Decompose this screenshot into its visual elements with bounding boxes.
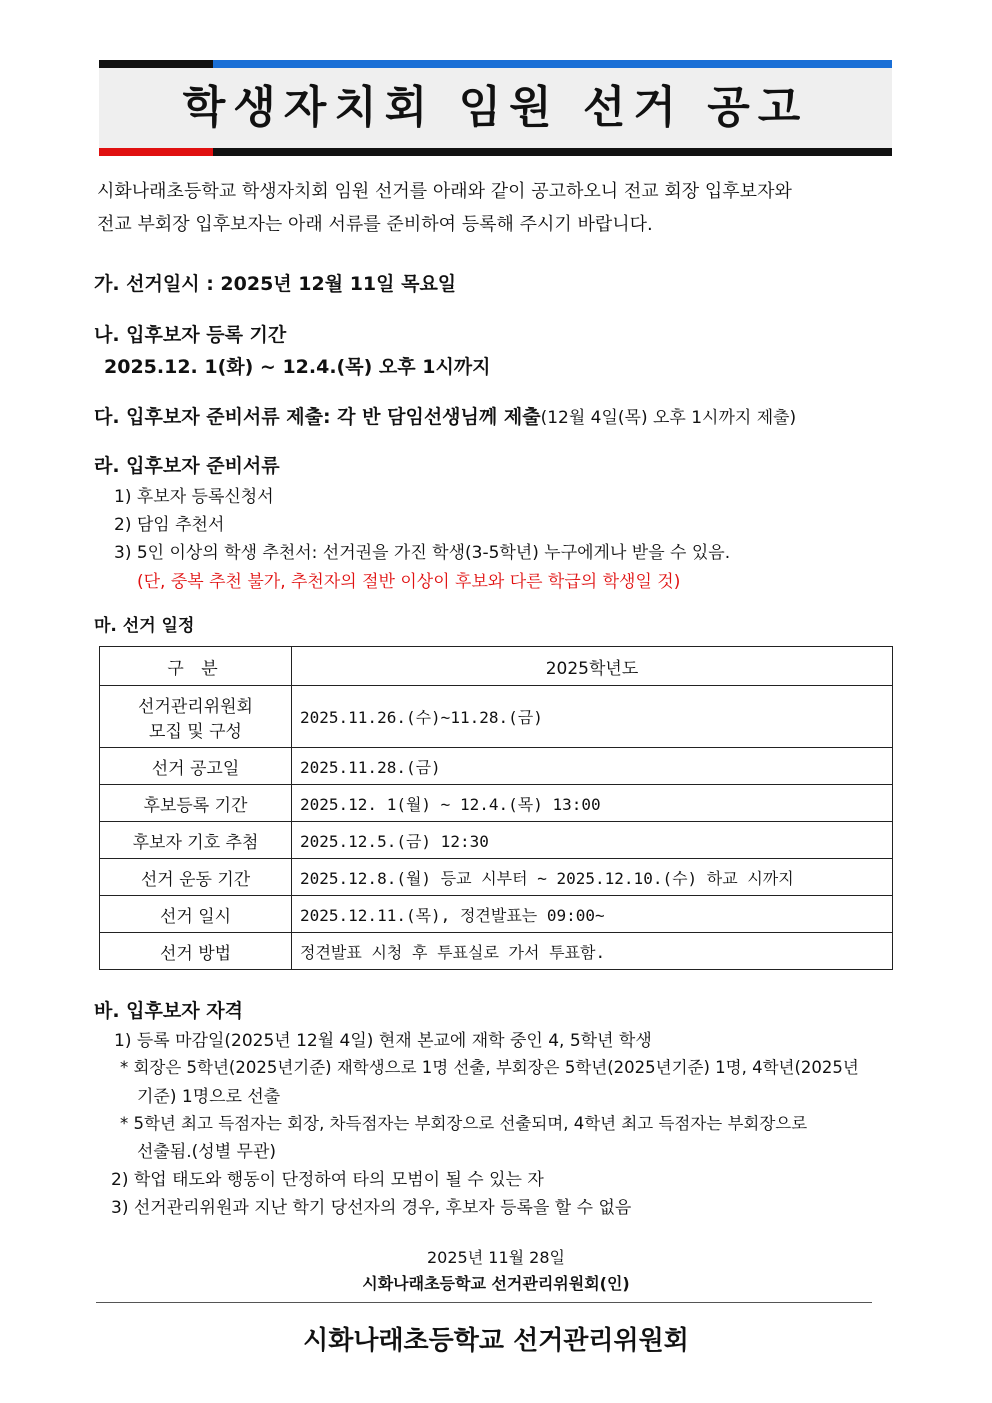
- footer-issuer: 시화나래초등학교 선거관리위원회(인): [362, 1274, 630, 1293]
- schedule-table: [99, 646, 893, 970]
- qual-item-2: 2) 학업 태도와 행동이 단정하여 타의 모범이 될 수 있는 자: [111, 1170, 544, 1190]
- table-header-row: [100, 647, 893, 686]
- table-row: [100, 933, 893, 970]
- ra-item-2: 2) 담임 추천서: [114, 515, 225, 535]
- header-bar-blue-top: [213, 60, 892, 68]
- row-label: 선거 공고일: [100, 748, 292, 785]
- row-label: 후보자 기호 추첨: [100, 822, 292, 859]
- qual-item-3: 3) 선거관리위원과 지난 학기 당선자의 경우, 후보자 등록을 할 수 없음: [111, 1198, 632, 1218]
- page-title: 학생자치회 임원 선거 공고: [99, 68, 892, 148]
- section-da: [94, 402, 796, 429]
- header-bar-black-top: [99, 60, 213, 68]
- header-bar-red-bottom: [99, 148, 213, 156]
- qual-sub-1-line-2: 기준) 1명으로 선출: [137, 1087, 281, 1107]
- row-value: 2025.12.11.(목), 정견발표는 09:00~: [292, 896, 893, 933]
- qual-sub-1-line-1: * 회장은 5학년(2025년기준) 재학생으로 1명 선출, 부회장은 5학년(2025년기준) 1명, 4학년(2025년: [120, 1058, 859, 1077]
- section-ra-title: 라. 입후보자 준비서류: [94, 455, 280, 477]
- section-da-rest: (12월 4일(목) 오후 1시까지 제출): [540, 408, 797, 428]
- table-header-category: 구 분: [100, 647, 292, 686]
- row-value: 2025.12.5.(금) 12:30: [292, 822, 893, 859]
- section-na-body: 2025.12. 1(화) ~ 12.4.(목) 오후 1시까지: [104, 356, 491, 378]
- intro-line-1: 시화나래초등학교 학생자치회 임원 선거를 아래와 같이 공고하오니 전교 회장 입후보자와: [97, 181, 792, 202]
- qual-sub-2-line-1: * 5학년 최고 득점자는 회장, 차득점자는 부회장으로 선출되며, 4학년 최고 득점자는 부회장으로: [120, 1114, 808, 1133]
- row-value: 2025.11.26.(수)~11.28.(금): [292, 686, 893, 748]
- row-label: 선거 방법: [100, 933, 292, 970]
- intro-line-2: 전교 부회장 입후보자는 아래 서류를 준비하여 등록해 주시기 바랍니다.: [97, 214, 653, 235]
- row-value: 2025.11.28.(금): [292, 748, 893, 785]
- section-na-title: 나. 입후보자 등록 기간: [94, 324, 287, 346]
- table-row: [100, 822, 893, 859]
- ra-item-3: 3) 5인 이상의 학생 추천서: 선거권을 가진 학생(3-5학년) 누구에게나 받을 수 있음.: [114, 543, 731, 563]
- qual-item-1: 1) 등록 마감일(2025년 12월 4일) 현재 본교에 재학 중인 4, 5학년 학생: [114, 1031, 652, 1051]
- row-value: 2025.12. 1(월) ~ 12.4.(목) 13:00: [292, 785, 893, 822]
- row-label: 선거관리위원회 모집 및 구성: [100, 686, 292, 748]
- table-row: [100, 686, 893, 748]
- footer-organization: 시화나래초등학교 선거관리위원회: [303, 1326, 689, 1356]
- row-value: 정견발표 시청 후 투표실로 가서 투표함.: [292, 933, 893, 970]
- section-ga: 가. 선거일시 : 2025년 12월 11일 목요일: [94, 273, 457, 295]
- row-label: 후보등록 기간: [100, 785, 292, 822]
- footer-date: 2025년 11월 28일: [427, 1248, 565, 1267]
- section-ma-title: 마. 선거 일정: [94, 616, 195, 636]
- footer-divider: [96, 1302, 872, 1303]
- qual-sub-2-line-2: 선출됨.(성별 무관): [137, 1142, 277, 1162]
- table-row: [100, 896, 893, 933]
- row-label: 선거 일시: [100, 896, 292, 933]
- table-header-year: 2025학년도: [292, 647, 893, 686]
- table-row: [100, 859, 893, 896]
- section-ba-title: 바. 입후보자 자격: [94, 1000, 243, 1022]
- header-bar-black-bottom: [213, 148, 892, 156]
- row-value: 2025.12.8.(월) 등교 시부터 ~ 2025.12.10.(수) 하교 시까지: [292, 859, 893, 896]
- table-row: [100, 748, 893, 785]
- table-row: [100, 785, 893, 822]
- ra-item-1: 1) 후보자 등록신청서: [114, 487, 274, 507]
- row-label: 선거 운동 기간: [100, 859, 292, 896]
- ra-note: (단, 중복 추천 불가, 추천자의 절반 이상이 후보와 다른 학급의 학생일 것): [137, 572, 681, 592]
- section-da-bold: 다. 입후보자 준비서류 제출: 각 반 담임선생님께 제출: [94, 406, 541, 428]
